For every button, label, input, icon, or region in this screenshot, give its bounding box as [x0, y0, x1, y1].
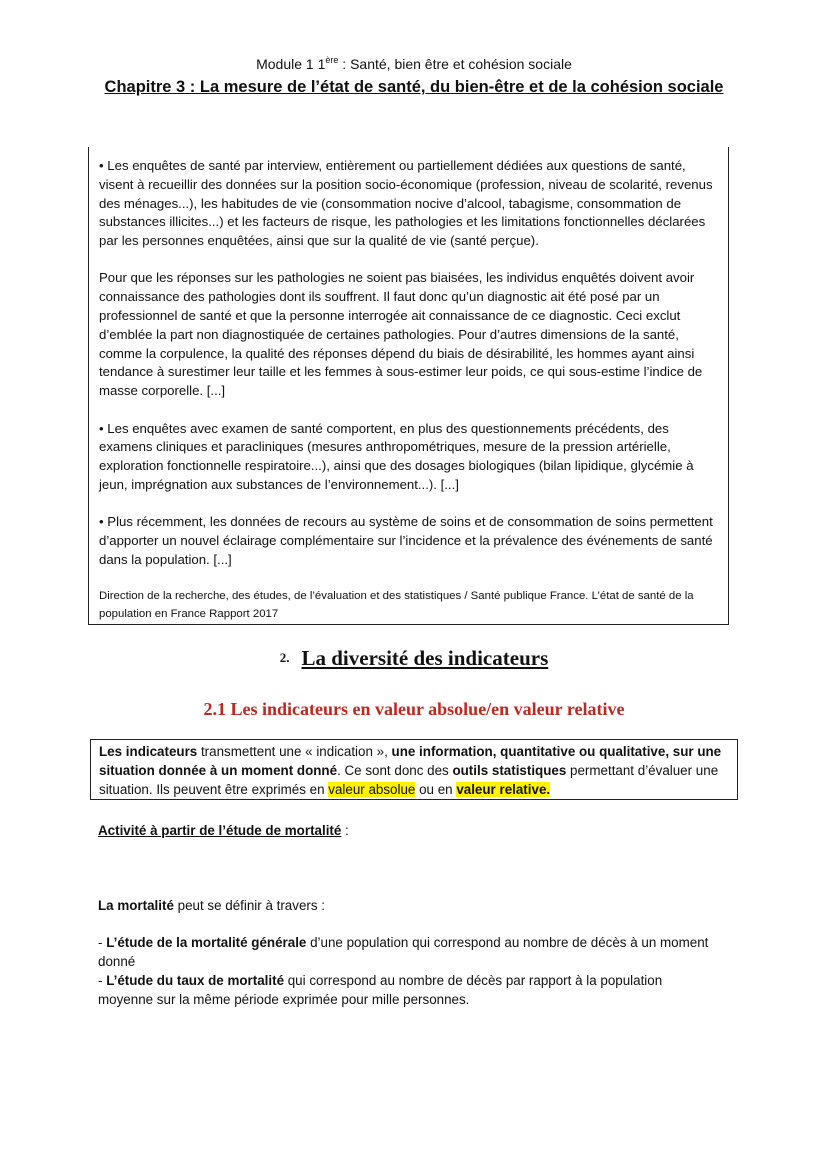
- page-header: [0, 50, 828, 99]
- definition-box: [90, 739, 738, 800]
- def-key-information: une information, quantitative ou qualitative, sur une situation donnée à un moment donné: [99, 744, 722, 778]
- excerpt-paragraph-pathologies: Pour que les réponses sur les pathologies ne soient pas biaisées, les individus enquêtés doivent avoir connaissance des pathologies dont ils souffrent. Il faut donc qu’un diagnostic ait été posé par un professionnel de santé et que la personne interrogée ait connaissance de ce diagnostic. Ceci exclut d’emblée la part non diagnostiquée de certaines pathologies. Pour d’autres dimensions de la santé, comme la corpulence, la qualité des réponses dépend du biais de désirabilité, les hommes ayant ainsi tendance à surestimer leur taille et les femmes à sous-estimer leur poids, ce qui sous-estime l’indice de masse corporelle. [...]: [99, 270, 703, 399]
- activity-colon: :: [341, 823, 349, 838]
- module-suffix: : Santé, bien être et cohésion sociale: [338, 56, 572, 72]
- section-title: La diversité des indicateurs: [301, 646, 549, 670]
- def-text: . Ce sont donc des: [337, 763, 453, 778]
- section-heading: [0, 646, 828, 671]
- list-dash: -: [98, 973, 107, 988]
- list-item-text: qui correspond au nombre de décès par rapport à la population moyenne sur la même période exprimée pour mille personnes.: [98, 973, 663, 1007]
- subsection-heading: 2.1 Les indicateurs en valeur absolue/en valeur relative: [203, 699, 625, 719]
- mortality-intro-text: peut se définir à travers :: [173, 898, 325, 913]
- section-number: 2.: [279, 650, 290, 665]
- module-line: [0, 50, 828, 74]
- def-term-indicators: Les indicateurs: [99, 744, 198, 759]
- mortality-definitions-list: [98, 933, 718, 1009]
- mortality-intro: [98, 896, 325, 915]
- excerpt-citation: Direction de la recherche, des études, de l’évaluation et des statistiques / Santé publique France. L’état de santé de la population en France Rapport 2017: [99, 590, 694, 620]
- activity-title: Activité à partir de l’étude de mortalité: [98, 823, 342, 838]
- source-excerpt-box: [88, 147, 729, 625]
- highlight-relative-value: valeur relative.: [456, 782, 551, 797]
- activity-label: [98, 821, 349, 840]
- list-dash: -: [98, 935, 107, 950]
- def-text: transmettent une « indication »,: [197, 744, 392, 759]
- excerpt-paragraph-health-exams: • Les enquêtes avec examen de santé comportent, en plus des questionnements précédents, des examens cliniques et paracliniques (mesures anthropométriques, mesure de la pression artérielle, exploration fonctionnelle respiratoire...), ainsi que des dosages biologiques (bilan lipidique, glycémie à jeun, imprégnation aux substances de l’environnement...). [...]: [99, 420, 694, 492]
- highlight-absolute-value: valeur absolue: [328, 782, 416, 797]
- mortality-term: La mortalité: [98, 898, 174, 913]
- module-prefix: Module 1 1: [256, 56, 326, 72]
- list-item-term: L’étude du taux de mortalité: [106, 973, 285, 988]
- chapter-title: Chapitre 3 : La mesure de l’état de santé, du bien-être et de la cohésion sociale: [104, 78, 724, 96]
- excerpt-paragraph-care-data: • Plus récemment, les données de recours au système de soins et de consommation de soins permettent d’apporter un nouvel éclairage complémentaire sur l’incidence et la prévalence des événements de santé dans la population. [...]: [99, 514, 713, 567]
- def-text: permettant d’évaluer une situation. Ils peuvent être exprimés en: [99, 763, 719, 797]
- list-item: [98, 971, 718, 1009]
- def-text: ou en: [415, 782, 457, 797]
- list-item-term: L’étude de la mortalité générale: [106, 935, 307, 950]
- excerpt-paragraph-interview-surveys: • Les enquêtes de santé par interview, entièrement ou partiellement dédiées aux questions de santé, visent à recueillir des données sur la position socio-économique (profession, niveau de scolarité, revenus des ménages...), les habitudes de vie (consommation nocive d’alcool, tabagisme, consommation de substances illicites...) et les facteurs de risque, les pathologies et les limitations fonctionnelles déclarées par les personnes enquêtées, ainsi que sur la qualité de vie (santé perçue).: [99, 158, 713, 249]
- module-superscript: ère: [325, 55, 339, 65]
- list-item-text: d’une population qui correspond au nombre de décès à un moment donné: [98, 935, 709, 969]
- list-item: [98, 933, 718, 971]
- def-key-statistical-tools: outils statistiques: [452, 763, 567, 778]
